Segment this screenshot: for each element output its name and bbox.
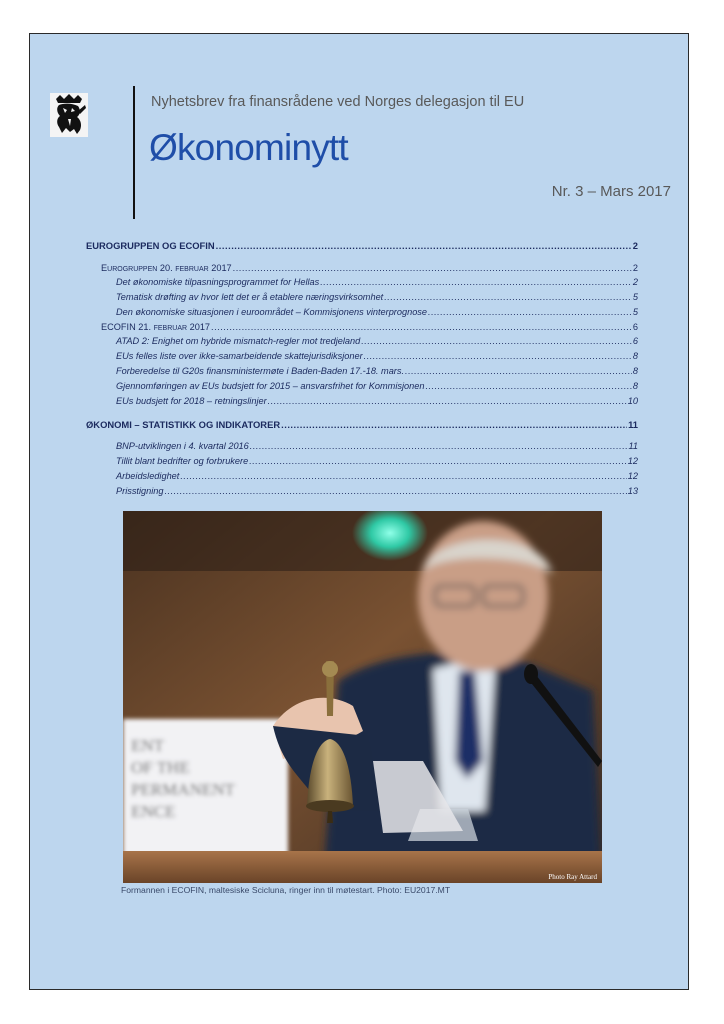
toc-entry-label: Den økonomiske situasjonen i euroområdet – Kommisjonens vinterprognose [116, 307, 428, 317]
placard-line: OF THE [131, 758, 190, 777]
norway-coat-of-arms-icon [50, 93, 88, 137]
toc-entry-page: 6 [632, 336, 638, 346]
toc-entry-page: 8 [632, 366, 638, 376]
toc-entry[interactable] [116, 351, 638, 361]
toc-entry[interactable] [116, 336, 638, 346]
toc-entry[interactable] [116, 441, 638, 451]
toc-entry[interactable] [116, 277, 638, 287]
toc-leader [268, 396, 627, 406]
toc-entry-label: Tillit blant bedrifter og forbrukere [116, 456, 249, 466]
toc-entry-label: Arbeidsledighet [116, 471, 180, 481]
toc-entry-label: ØKONOMI – STATISTIKK OG INDIKATORER [86, 419, 281, 430]
toc-entry-page: 11 [628, 441, 638, 451]
toc-entry-page: 2 [632, 263, 638, 273]
toc-entry-page: 8 [632, 381, 638, 391]
toc-leader [216, 240, 632, 251]
toc-entry-label: Tematisk drøfting av hvor lett det er å etablere næringsvirksomhet [116, 292, 384, 302]
toc-entry-label: ECOFIN 21. FEBRUAR 2017 [101, 322, 211, 332]
toc-leader [233, 263, 632, 273]
toc-leader [281, 419, 627, 430]
toc-entry[interactable] [101, 322, 638, 332]
toc-leader [180, 471, 626, 481]
toc-entry-page: 12 [627, 471, 638, 481]
toc-entry-page: 2 [632, 277, 638, 287]
placard-line: PERMANENT [131, 780, 235, 799]
placard-line: ENCE [131, 802, 176, 821]
toc-entry-page: 6 [632, 322, 638, 332]
toc-entry-page: 2 [632, 240, 638, 251]
toc-leader [320, 277, 632, 287]
toc-entry-page: 13 [627, 486, 638, 496]
toc-leader [361, 336, 632, 346]
toc-entry[interactable] [116, 366, 638, 376]
toc-entry-page: 5 [632, 307, 638, 317]
toc-entry[interactable] [116, 486, 638, 496]
toc-entry[interactable] [116, 471, 638, 481]
ecofin-chair-bell-photo [123, 511, 602, 883]
toc-entry[interactable] [116, 292, 638, 302]
toc-entry-label: Det økonomiske tilpasningsprogrammet for Hellas [116, 277, 320, 287]
toc-entry-label: Gjennomføringen av EUs budsjett for 2015 – ansvarsfrihet for Kommisjonen [116, 381, 425, 391]
toc-entry[interactable] [86, 419, 638, 430]
toc-entry[interactable] [116, 381, 638, 391]
toc-entry[interactable] [116, 307, 638, 317]
toc-entry[interactable] [116, 456, 638, 466]
toc-leader [384, 292, 632, 302]
toc-entry-page: 5 [632, 292, 638, 302]
toc-entry[interactable] [86, 240, 638, 251]
toc-entry-page: 11 [628, 419, 638, 430]
newsletter-page [29, 33, 689, 990]
toc-entry[interactable] [116, 396, 638, 406]
toc-leader [405, 366, 632, 376]
toc-entry-label: EUROGRUPPEN 20. FEBRUAR 2017 [101, 263, 232, 273]
placard-line: ENT [131, 736, 165, 755]
toc-entry-label: BNP-utviklingen i 4. kvartal 2016 [116, 441, 249, 451]
newsletter-title: Økonominytt [149, 127, 348, 168]
issue-number: Nr. 3 – Mars 2017 [551, 183, 671, 200]
newsletter-subtitle: Nyhetsbrev fra finansrådene ved Norges delegasjon til EU [151, 94, 525, 110]
name-placard [123, 719, 288, 859]
toc-entry-label: EUs felles liste over ikke-samarbeidende skattejurisdiksjoner [116, 351, 363, 361]
toc-leader [211, 322, 632, 332]
header-divider [133, 86, 135, 219]
toc-entry-label: Forberedelse til G20s finansministermøte i Baden-Baden 17.-18. mars. [116, 366, 405, 376]
photo-caption: Formannen i ECOFIN, maltesiske Scicluna, ringer inn til møtestart. Photo: EU2017.MT [121, 885, 451, 895]
photo-credit: Photo Ray Attard [548, 873, 597, 881]
toc-entry-label: EUs budsjett for 2018 – retningslinjer [116, 396, 267, 406]
toc-entry-label: ATAD 2: Enighet om hybride mismatch-regler mot tredjeland [116, 336, 361, 346]
toc-entry-page: 10 [627, 396, 638, 406]
toc-leader [428, 307, 632, 317]
toc-leader [165, 486, 627, 496]
toc-entry-label: Prisstigning [116, 486, 164, 496]
toc-entry-page: 12 [627, 456, 638, 466]
toc-entry-label: EUROGRUPPEN OG ECOFIN [86, 240, 215, 251]
toc-leader [250, 441, 628, 451]
toc-entry[interactable] [101, 263, 638, 273]
toc-leader [425, 381, 631, 391]
toc-entry-page: 8 [632, 351, 638, 361]
desk [123, 851, 602, 883]
toc-leader [364, 351, 632, 361]
toc-leader [249, 456, 627, 466]
